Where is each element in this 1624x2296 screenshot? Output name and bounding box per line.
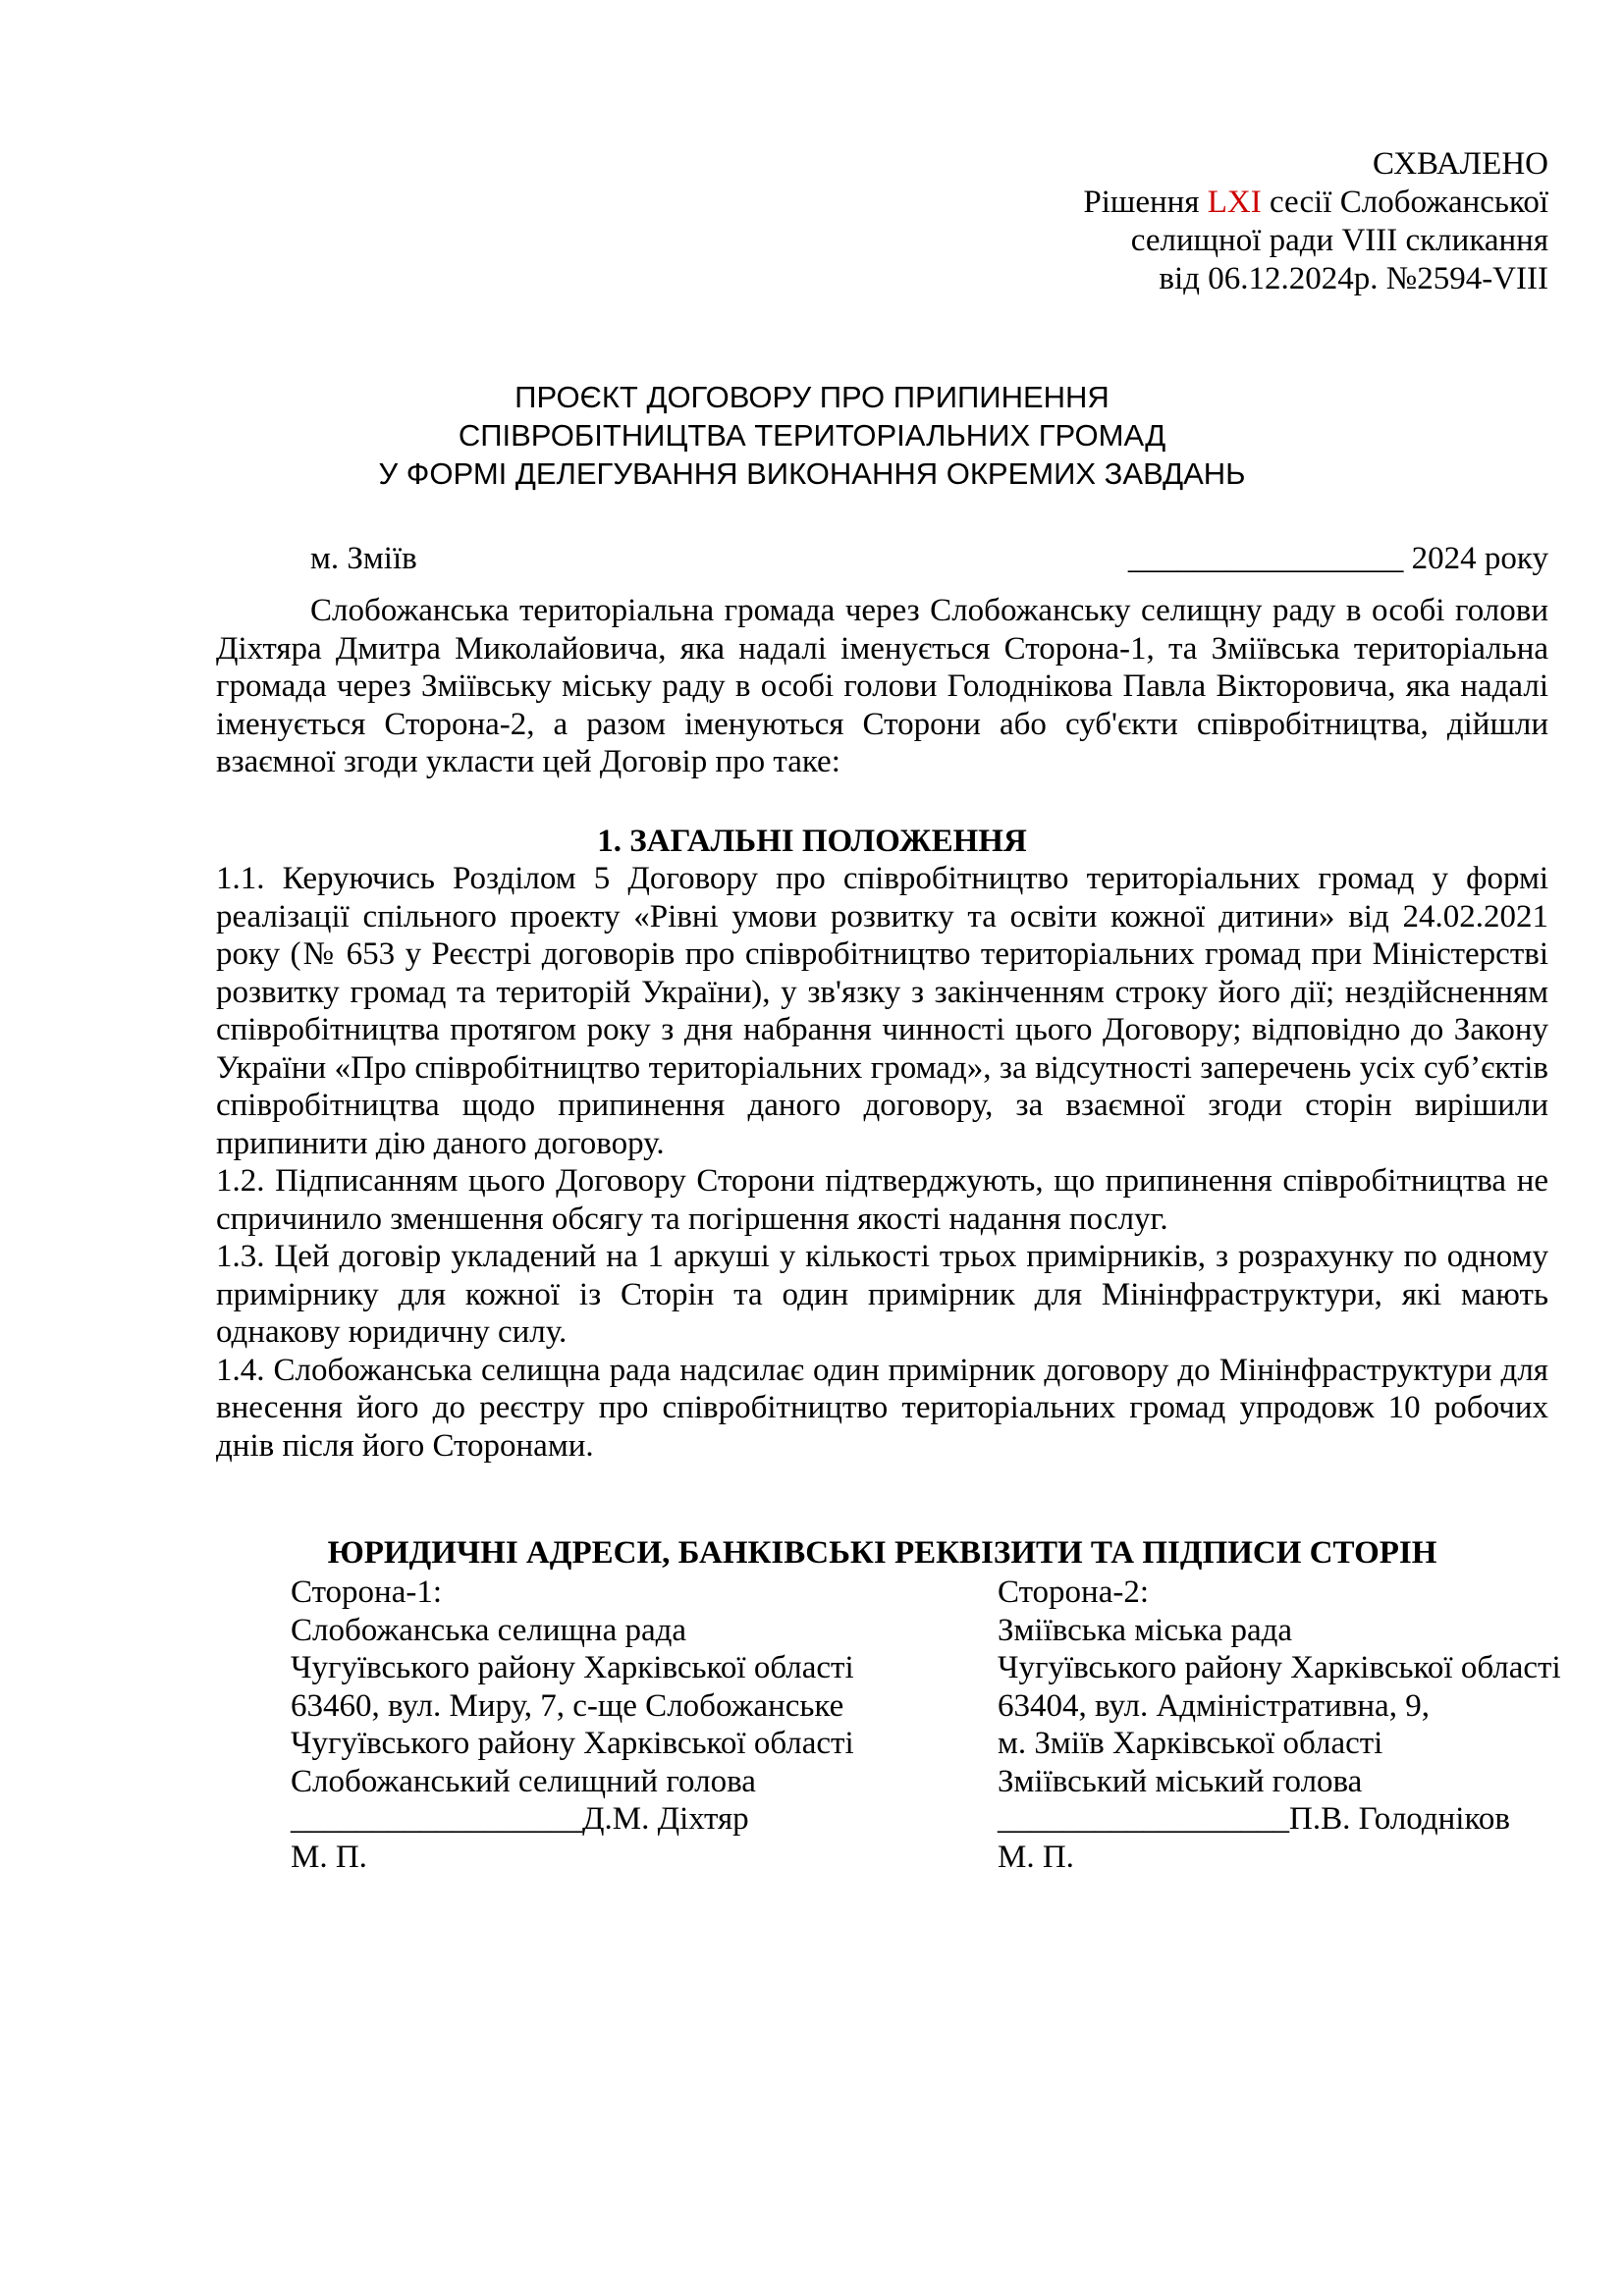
title-line-2: СПІВРОБІТНИЦТВА ТЕРИТОРІАЛЬНИХ ГРОМАД	[458, 418, 1166, 453]
party-2-address-2: м. Зміїв Харківської області	[998, 1726, 1383, 1761]
clauses-list	[216, 860, 1548, 1465]
approval-decision	[1083, 184, 1548, 222]
intro-paragraph: Слобожанська територіальна громада через Слобожанську селищну раду в особі голови Діхтяра Дмитра Миколайовича, яка надалі іменується Сторона-1, та Зміївська територіальна громада через Зміївську міську раду в особі голови Голоднікова Павла Вікторовича, яка надалі іменується Сторона-2, а разом іменуються Сторони або суб'єкти співробітництва, дійшли взаємної згоди укласти цей Договір про таке:	[216, 593, 1548, 779]
section-heading: 1. ЗАГАЛЬНІ ПОЛОЖЕННЯ	[597, 824, 1027, 859]
party-1-district: Чугуївського району Харківської області	[291, 1650, 854, 1685]
title-line-3: У ФОРМІ ДЕЛЕГУВАННЯ ВИКОНАННЯ ОКРЕМИХ ЗАВДАНЬ	[378, 456, 1246, 491]
clause-1-3: 1.3. Цей договір укладений на 1 аркуші у кількості трьох примірників, з розрахунку по одному примірнику для кожної із Сторін та один примірник для Мінінфраструктури, які мають однакову юридичну силу.	[216, 1239, 1548, 1350]
date: _________________ 2024 року	[1127, 541, 1548, 576]
clause-1-2: 1.2. Підписанням цього Договору Сторони підтверджують, що припинення співробітництва не спричинило зменшення обсягу та погіршення якості надання послуг.	[216, 1163, 1548, 1237]
clause-1-1: 1.1. Керуючись Розділом 5 Договору про співробітництво територіальних громад у формі реалізації спільного проекту «Рівні умови розвитку та освіти кожної дитини» від 24.02.2021 року (№ 653 у Реєстрі договорів про співробітництво територіальних громад при Міністерстві розвитку громад та територій України), у зв'язку з закінченням строку його дії; нездійсненням співробітництва протягом року з дня набрання чинності цього Договору; відповідно до Закону України «Про співробітництво територіальних громад», за відсутності заперечень усіх суб’єктів співробітництва щодо припинення даного договору, за взаємної згоди сторін вирішили припинити дію даного договору.	[216, 861, 1548, 1161]
party-2-block	[998, 1574, 1561, 1876]
party-1-signature: __________________Д.М. Діхтяр	[291, 1801, 749, 1837]
party-1-stamp: М. П.	[291, 1839, 367, 1875]
approval-decision-suffix: сесії Слобожанської	[1261, 185, 1548, 220]
approval-status: СХВАЛЕНО	[1373, 146, 1548, 182]
place-date-line	[310, 540, 1548, 578]
party-1-name: Слобожанська селищна рада	[291, 1612, 687, 1648]
party-1-position: Слобожанський селищний голова	[291, 1763, 756, 1799]
approval-decision-prefix: Рішення	[1083, 185, 1208, 220]
title-line-1: ПРОЄКТ ДОГОВОРУ ПРО ПРИПИНЕННЯ	[514, 380, 1110, 414]
clause-1-4: 1.4. Слобожанська селищна рада надсилає один примірник договору до Мінінфраструктури для внесення його до реєстру про співробітництво територіальних громад упродовж 10 робочих днів після його Сторонами.	[216, 1352, 1548, 1464]
signatures-heading: ЮРИДИЧНІ АДРЕСИ, БАНКІВСЬКІ РЕКВІЗИТИ ТА ПІДПИСИ СТОРІН	[327, 1535, 1437, 1571]
party-2-label: Сторона-2:	[998, 1575, 1150, 1610]
party-2-position: Зміївський міський голова	[998, 1763, 1363, 1799]
approval-date-number: від 06.12.2024р. №2594-VIII	[1159, 261, 1548, 296]
approval-block	[1083, 145, 1548, 298]
party-2-signature: __________________П.В. Голодніков	[998, 1801, 1510, 1837]
party-2-name: Зміївська міська рада	[998, 1612, 1293, 1648]
party-1-label: Сторона-1:	[291, 1575, 443, 1610]
party-2-address: 63404, вул. Адміністративна, 9,	[998, 1687, 1430, 1724]
place: м. Зміїв	[310, 541, 417, 576]
document-title	[0, 378, 1624, 493]
approval-session-number: LXI	[1207, 185, 1262, 220]
party-2-stamp: М. П.	[998, 1839, 1074, 1875]
party-2-district: Чугуївського району Харківської області	[998, 1650, 1561, 1685]
party-1-block	[291, 1574, 854, 1876]
approval-council: селищної ради VIII скликання	[1130, 223, 1548, 258]
party-1-address-2: Чугуївського району Харківської області	[291, 1726, 854, 1761]
party-1-address: 63460, вул. Миру, 7, с-ще Слобожанське	[291, 1687, 844, 1724]
